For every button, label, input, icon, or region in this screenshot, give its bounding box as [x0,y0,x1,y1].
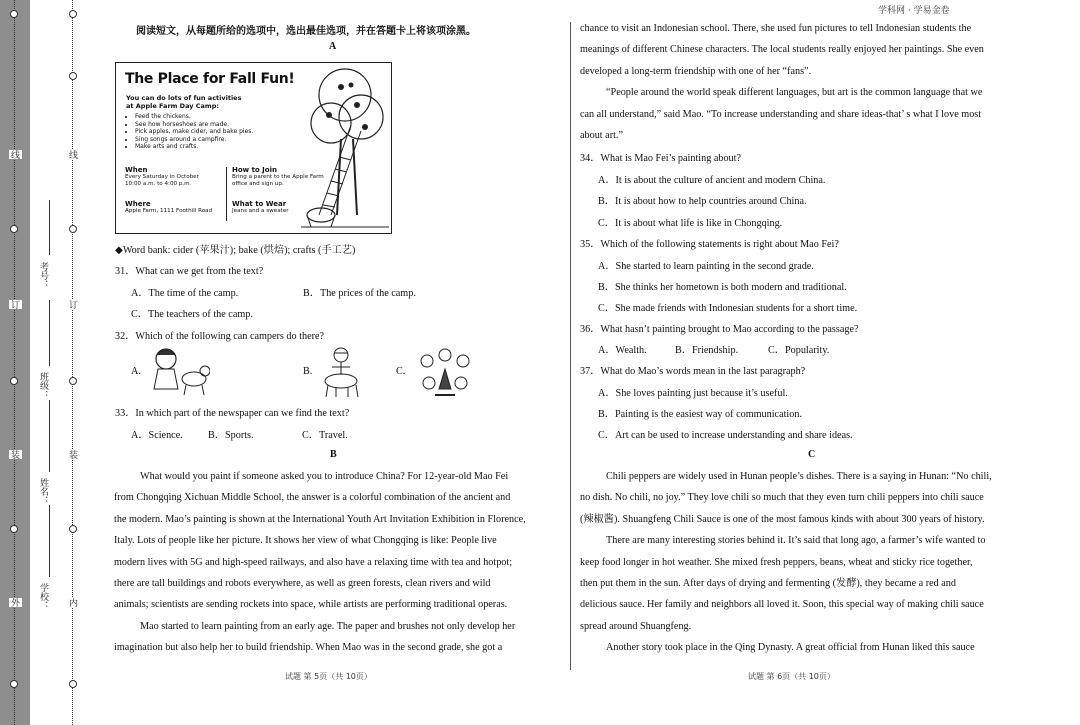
word-bank: ◆Word bank: cider (苹果汁); bake (烘焙); crafts (手工艺) [115,245,356,256]
binding-hole [10,680,18,688]
question-33-option-a[interactable]: A．Science. [131,430,183,441]
outer-dotted-line [14,0,15,725]
list-item: • Sing songs around a campfire. [135,136,305,144]
list-item: • Pick apples, make cider, and bake pies. [135,128,305,136]
flyer-where [125,201,212,215]
flyer-what-to-wear [232,201,289,215]
flyer-title: The Place for Fall Fun! [125,71,295,87]
text-line: imagination but also help her to build friendship. When Mao was in the second grade, she got a [114,642,503,654]
flyer-activity-list [126,113,305,151]
section-a-heading: A [329,41,337,52]
flyer-where-title: Where [125,200,151,208]
text-line: delicious sauce. Her family and neighbors all loved it. Soon, this special way of making chili sauce [580,599,984,611]
passage-b-continued [580,18,1020,146]
text-line: “People around the world speak different languages, but art is the common language that we [606,87,983,99]
text-line: chance to visit an Indonesian school. There, she used fun pictures to tell Indonesian students the [580,23,972,34]
question-34-option-b[interactable]: B．It is about how to help countries around China. [598,196,807,207]
text-line: animals; scientists are sending rockets into space, while artists are performing traditional operas. [114,599,508,611]
flyer-when-title: When [125,166,148,174]
text-line: keep food longer in hot weather. She mixed fresh peppers, beans, wheat and sticky rice together, [580,556,973,568]
flyer-subtitle [126,94,276,110]
text-line: then put them in the sun. After days of drying and fermenting (发酵), they became a red and [580,578,956,590]
question-36-option-b[interactable]: B．Friendship. [675,345,739,356]
flyer-subtitle-line: at Apple Farm Day Camp: [126,102,219,110]
binding-hole [69,377,77,385]
binding-hole [69,525,77,533]
question-36-option-c[interactable]: C．Popularity. [768,345,830,356]
binding-hole [69,72,77,80]
question-33: 33．In which part of the newspaper can we find the text? [115,408,350,419]
question-31-option-b[interactable]: B．The prices of the camp. [303,288,416,299]
text-line: there are tall buildings and robots everywhere, as well as green forests, clean rivers and wild [114,578,491,590]
binding-hole [10,10,18,18]
question-34-option-a[interactable]: A．It is about the culture of ancient and modern China. [598,175,826,186]
flyer-join-line: Bring a parent to the Apple Farm [232,174,324,180]
flyer-when [125,167,199,188]
brand-watermark: 学科网 · 学易金卷 [878,6,950,16]
binding-mark-outer: 订 [10,300,20,309]
question-32-option-b[interactable]: B. [303,366,313,377]
class-label: 班级： [39,372,49,399]
text-line: Italy. Lots of people like her picture. It shows her view of what Chongqing is like: People live [114,535,497,547]
name-field[interactable] [49,400,50,472]
question-32-option-c[interactable]: C. [396,366,406,377]
passage-c [580,466,1020,659]
question-34-option-c[interactable]: C．It is about what life is like in Chongqing. [598,218,783,229]
page-divider [570,22,571,670]
text-line: about art.” [580,130,623,142]
name-label: 姓名： [39,478,49,505]
binding-hole [69,680,77,688]
reading-instruction: 阅读短文，从每题所给的选项中，选出最佳选项，并在答题卡上将该项涂黑。 [136,26,476,37]
binding-hole [10,377,18,385]
question-31-option-a[interactable]: A．The time of the camp. [131,288,239,299]
school-field[interactable] [49,505,50,577]
binding-mark-inner: 装 [68,450,78,459]
text-line: meanings of different Chinese characters. The local students really enjoyed her paintings. She even [580,44,984,56]
text-line: (辣椒酱). Shuangfeng Chili Sauce is one of the most famous kinds with about 300 years of history. [580,513,985,525]
page-footer-right: 试题 第 6页（共 10页） [748,672,835,681]
list-item: • Make arts and crafts. [135,143,305,151]
binding-hole [69,225,77,233]
text-line: Mao started to learn painting from an early age. The paper and brushes not only develop her [140,620,516,632]
section-c-heading: C [808,449,816,460]
question-32-option-a[interactable]: A. [131,366,141,377]
apple-tree-illustration [301,65,389,229]
text-line: no dish. No chili, no joy.” They love chili so much that they even turn chili peppers into chili sauce [580,492,984,504]
question-35-option-c[interactable]: C．She made friends with Indonesian students for a short time. [598,303,858,314]
binding-mark-outer: 外 [10,598,20,607]
flyer-wear-line: Jeans and a sweater [232,208,289,214]
class-field[interactable] [49,300,50,366]
text-line: Another story took place in the Qing Dynasty. A great official from Hunan liked this sauce [606,642,975,654]
page-footer-left: 试题 第 5页（共 10页） [285,672,372,681]
question-35: 35．Which of the following statements is right about Mao Fei? [580,239,839,250]
school-label: 学校： [39,583,49,610]
question-33-option-b[interactable]: B．Sports. [208,430,254,441]
binding-hole [10,525,18,533]
question-37-option-a[interactable]: A．She loves painting just because it’s useful. [598,388,788,399]
inner-dotted-line [72,0,73,725]
binding-mark-outer: 线 [10,150,20,159]
text-line: Chili peppers are widely used in Hunan people’s dishes. There is a saying in Hunan: “No chili, [606,471,992,482]
flyer-when-line: 10:00 a.m. to 4:00 p.m. [125,181,192,187]
text-line: modern lives with 5G and high-speed railways, and also have a relaxing time with tea and hotpot; [114,556,513,568]
binding-gray-bar [0,0,30,725]
horse-riding-picture [318,345,364,399]
binding-hole [10,225,18,233]
question-34: 34．What is Mao Fei’s painting about? [580,153,741,164]
list-item: • Feed the chickens. [135,113,305,121]
text-line: can all understand,” said Mao. “To increase understanding and share ideas-that’ s what I love most [580,108,982,120]
question-33-option-c[interactable]: C．Travel. [302,430,348,441]
text-line: There are many interesting stories behind it. It’s said that long ago, a farmer’s wife wanted to [606,535,986,547]
text-line: from Chongqing Xichuan Middle School, the answer is a colorful combination of the ancient and [114,492,511,504]
binding-hole [69,10,77,18]
binding-mark-outer: 装 [10,450,20,459]
question-35-option-a[interactable]: A．She started to learn painting in the second grade. [598,261,814,272]
apple-farm-flyer [115,62,392,234]
question-36-option-a[interactable]: A．Wealth. [598,345,647,356]
flyer-join-line: office and sign up. [232,181,284,187]
question-31: 31．What can we get from the text? [115,266,264,277]
campfire-group-picture [415,345,475,401]
exam-number-label: 考号： [39,262,49,289]
flyer-divider [226,167,227,221]
text-line: the modern. Mao’s painting is shown at the International Youth Art Invitation Exhibition in Florence, [114,513,526,525]
text-line: spread around Shuangfeng. [580,620,692,632]
feeding-animal-picture [148,345,210,397]
question-36: 36．What hasn’t painting brought to Mao according to the passage? [580,324,859,335]
text-line: What would you paint if someone asked you to introduce China? For 12-year-old Mao Fei [140,471,509,482]
question-31-option-c[interactable]: C．The teachers of the camp. [131,309,253,320]
question-32: 32．Which of the following can campers do there? [115,331,325,342]
section-b-heading: B [330,449,337,460]
question-37-option-b[interactable]: B．Painting is the easiest way of communication. [598,409,802,420]
question-37-option-c[interactable]: C．Art can be used to increase understanding and share ideas. [598,430,853,441]
binding-mark-inner: 线 [68,150,78,159]
exam-number-field[interactable] [49,200,50,255]
flyer-when-line: Every Saturday in October [125,174,199,180]
list-item: • See how horseshoes are made. [135,121,305,129]
question-37: 37．What do Mao’s words mean in the last paragraph? [580,366,806,377]
text-line: developed a long-term friendship with one of her “fans”. [580,65,812,77]
flyer-join-title: How to Join [232,166,277,174]
flyer-where-line: Apple Farm, 1111 Foothill Road [125,208,213,214]
binding-mark-inner: 内 [68,598,78,607]
flyer-subtitle-line: You can do lots of fun activities [126,94,242,102]
passage-b-paragraph-1 [114,466,552,659]
question-35-option-b[interactable]: B．She thinks her hometown is both modern and traditional. [598,282,847,293]
flyer-wear-title: What to Wear [232,200,287,208]
binding-mark-inner: 订 [68,300,78,309]
binding-margin [0,0,88,725]
